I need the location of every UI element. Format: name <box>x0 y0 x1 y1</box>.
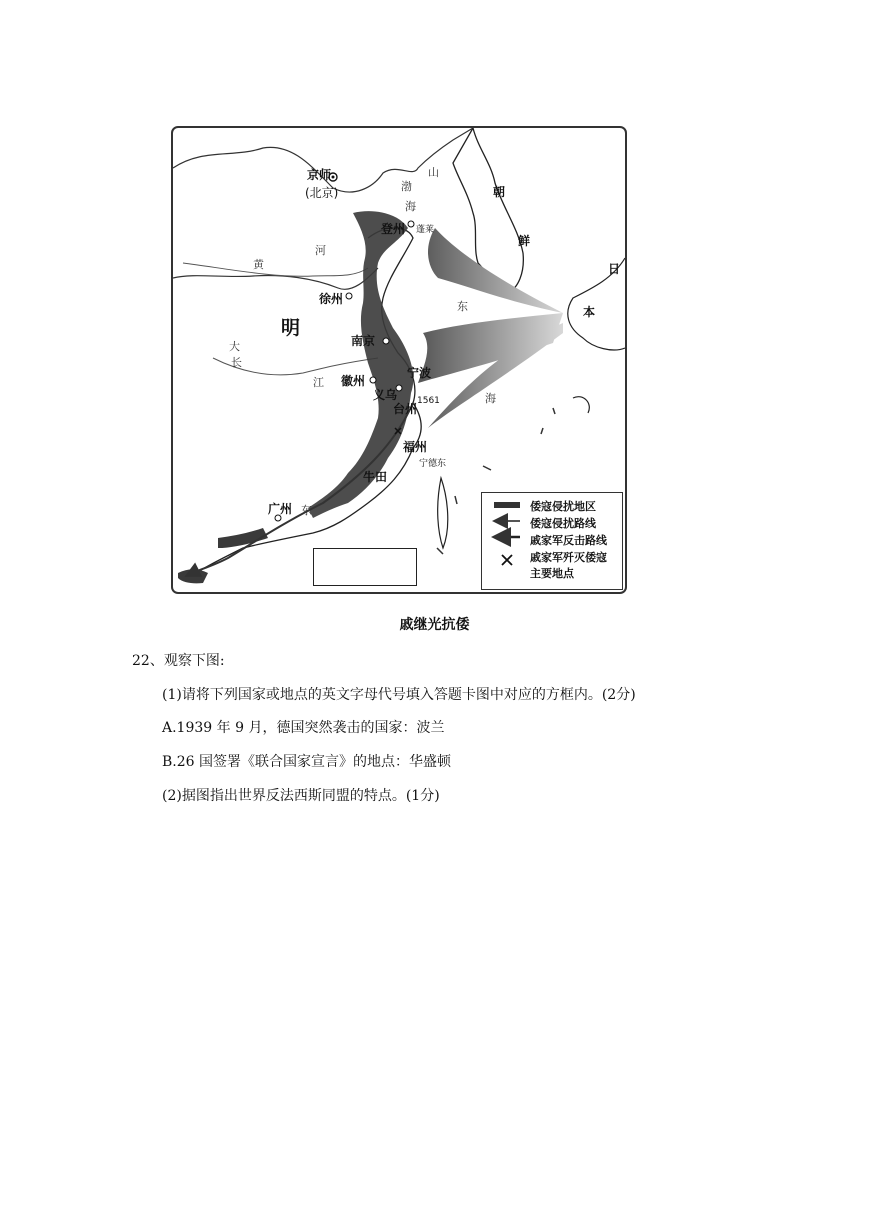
label-capital: 京师 <box>307 168 332 182</box>
label-japan-1: 日 <box>608 262 621 276</box>
label-shandong: 山 <box>428 166 439 179</box>
label-bohai-1: 渤 <box>401 180 412 193</box>
coastline <box>173 128 473 289</box>
label-niutian: 牛田 <box>363 470 388 484</box>
legend-qi-route: 戚家军反击路线 <box>530 534 607 547</box>
label-fuzhou: 福州 <box>403 440 428 454</box>
map-caption: 戚继光抗倭 <box>399 617 470 633</box>
pirate-area-south <box>178 528 268 583</box>
label-yellow-river-1: 黄 <box>253 258 264 271</box>
japan-islands <box>568 258 625 413</box>
label-east-sea-1: 东 <box>457 300 468 313</box>
label-yangtze-3: 江 <box>313 376 324 389</box>
legend-pirate-route: 倭寇侵扰路线 <box>530 517 596 530</box>
label-1561: 1561 <box>417 396 440 406</box>
label-south-sea: 东 <box>301 504 312 517</box>
taiwan <box>438 478 448 548</box>
label-yiwu: 义乌 <box>373 388 398 402</box>
question-part1: (1)请将下列国家或地点的英文字母代号填入答题卡图中对应的方框内。(2分) <box>162 687 636 703</box>
yellow-river <box>183 263 368 276</box>
label-xuzhou: 徐州 <box>319 292 344 306</box>
legend-qi-victory: 戚家军歼灭倭寇 <box>530 551 607 564</box>
label-ming: 明 <box>281 317 301 339</box>
question-option-a: A.1939 年 9 月，德国突然袭击的国家：波兰 <box>162 720 445 736</box>
label-guangzhou: 广州 <box>268 502 293 516</box>
legend-pirate-area: 倭寇侵扰地区 <box>530 500 596 513</box>
label-dengzhou: 登州 <box>381 222 406 236</box>
label-yangtze-2: 长 <box>231 356 242 369</box>
label-bohai-2: 海 <box>405 200 416 213</box>
label-korea-1: 朝 <box>493 185 506 199</box>
label-penglai: 蓬莱 <box>416 225 435 235</box>
label-east-sea-2: 海 <box>485 392 496 405</box>
question-title: 22、观察下图: <box>132 653 225 669</box>
label-ningbo: 宁波 <box>407 366 432 380</box>
label-japan-2: 本 <box>583 305 596 319</box>
label-nanjing: 南京 <box>351 334 376 348</box>
map-legend <box>481 492 623 590</box>
answer-box[interactable] <box>313 548 417 586</box>
label-yangtze-1: 大 <box>229 340 240 353</box>
question-part2: (2)据图指出世界反法西斯同盟的特点。(1分) <box>162 788 440 804</box>
label-ningde: 宁德东 <box>419 459 447 469</box>
label-taizhou: 台州 <box>393 402 418 416</box>
question-option-b: B.26 国签署《联合国家宣言》的地点：华盛顿 <box>162 754 452 770</box>
label-huizhou: 徽州 <box>341 374 366 388</box>
ming-anti-pirate-map <box>171 126 627 594</box>
label-yellow-river-2: 河 <box>315 244 326 257</box>
label-korea-2: 鲜 <box>518 234 531 248</box>
legend-main-places: 主要地点 <box>530 567 574 580</box>
label-capital-sub: (北京) <box>305 186 339 200</box>
